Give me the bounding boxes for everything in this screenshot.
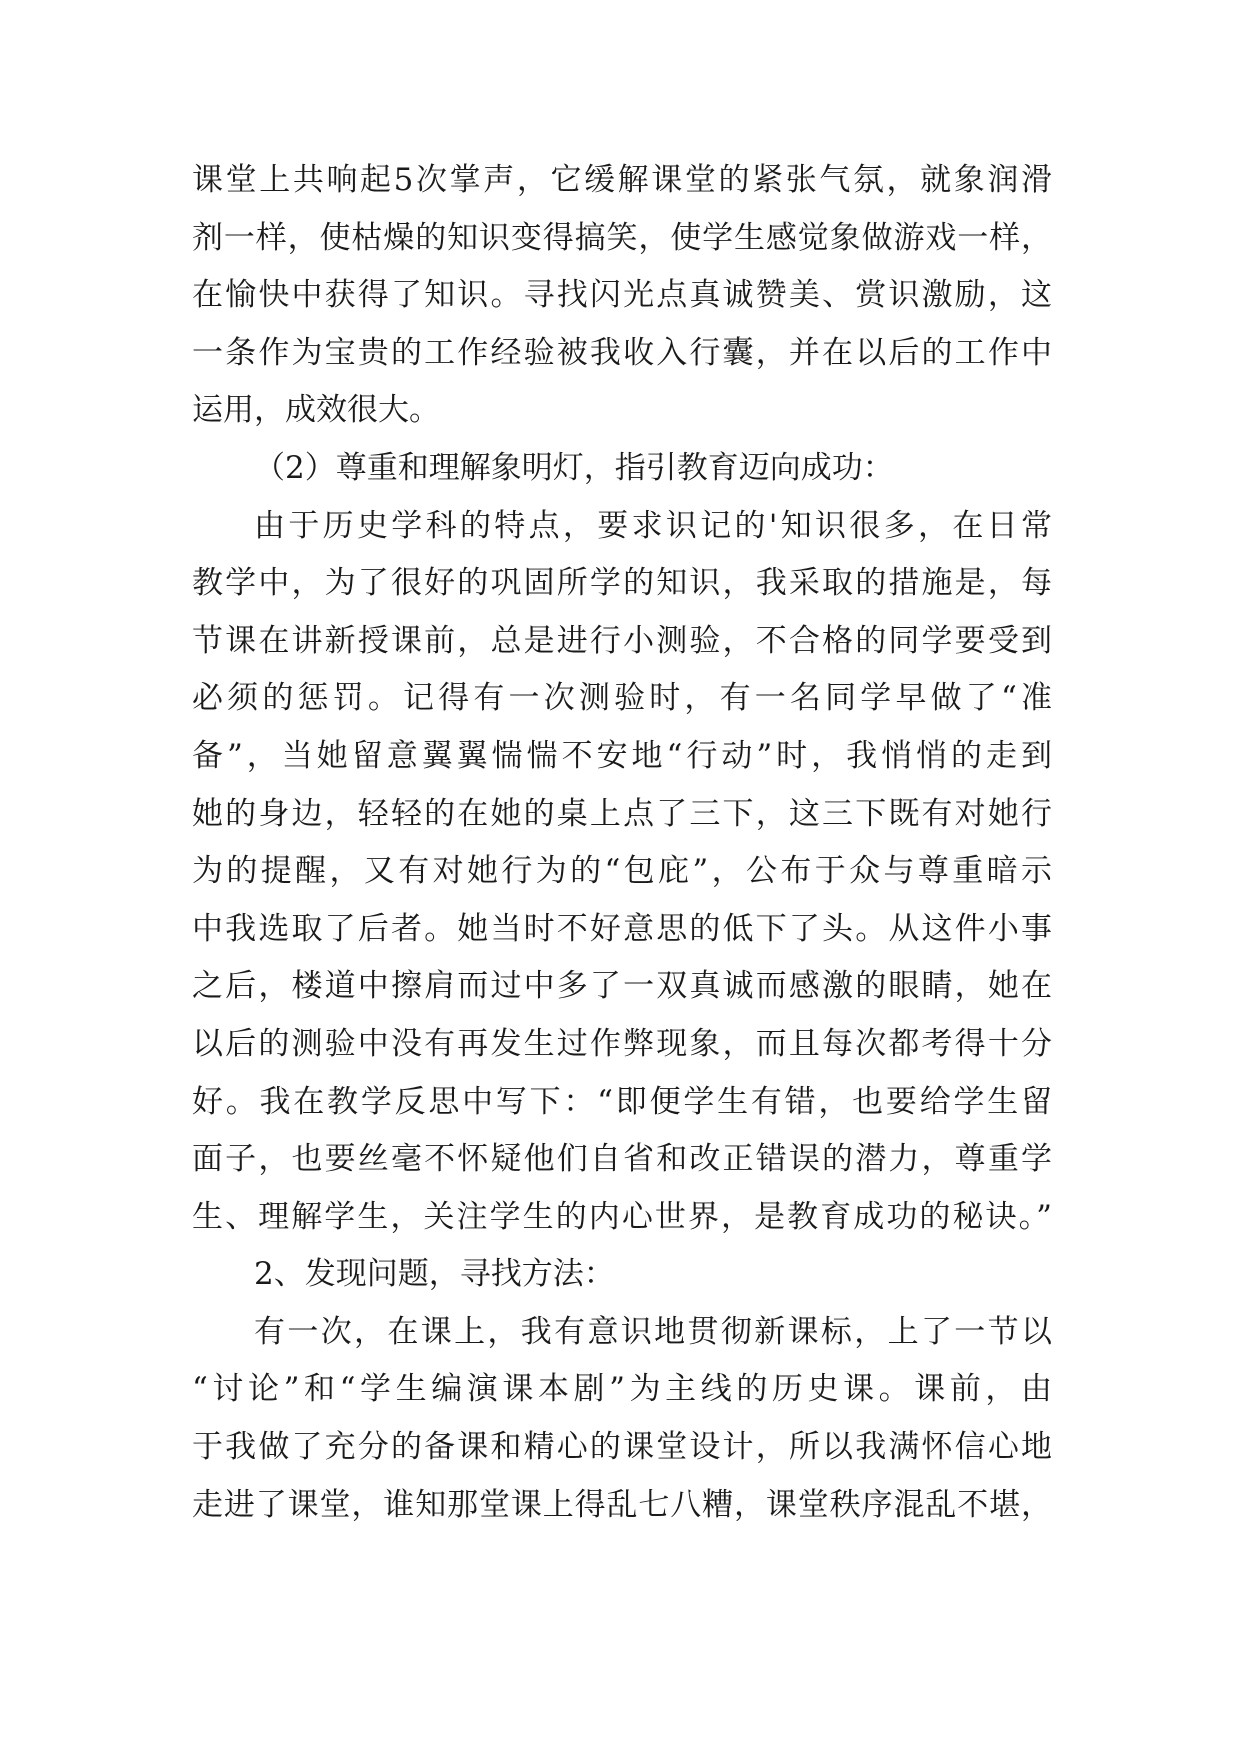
text-line: 剂一样，使枯燥的知识变得搞笑，使学生感觉象做游戏一样， bbox=[192, 219, 1052, 256]
text-line: 运用，成效很大。 bbox=[192, 392, 440, 429]
text-line: 必须的惩罚。记得有一次测验时，有一名同学早做了“准 bbox=[192, 680, 1052, 717]
section-heading: （2）尊重和理解象明灯，指引教育迈向成功： bbox=[254, 449, 894, 486]
text-line: 备”，当她留意翼翼惴惴不安地“行动”时，我悄悄的走到 bbox=[192, 737, 1052, 774]
text-line: 于我做了充分的备课和精心的课堂设计，所以我满怀信心地 bbox=[192, 1429, 1052, 1466]
section-heading: 2、发现问题，寻找方法： bbox=[254, 1256, 615, 1293]
text-line: 课堂上共响起5次掌声，它缓解课堂的紧张气氛，就象润滑 bbox=[192, 162, 1052, 198]
text-line: 节课在讲新授课前，总是进行小测验，不合格的同学要受到 bbox=[192, 622, 1052, 659]
text-line: 走进了课堂，谁知那堂课上得乱七八糟，课堂秩序混乱不堪， bbox=[192, 1486, 1052, 1523]
text-line: 由于历史学科的特点，要求识记的'知识很多，在日常 bbox=[254, 507, 1052, 544]
text-line: 她的身边，轻轻的在她的桌上点了三下，这三下既有对她行 bbox=[192, 795, 1052, 832]
body-text bbox=[192, 152, 1052, 1534]
text-line: 教学中，为了很好的巩固所学的知识，我采取的措施是，每 bbox=[192, 565, 1052, 602]
text-line: 一条作为宝贵的工作经验被我收入行囊，并在以后的工作中 bbox=[192, 334, 1052, 371]
text-line: 之后，楼道中擦肩而过中多了一双真诚而感激的眼睛，她在 bbox=[192, 968, 1052, 1005]
text-line: “讨论”和“学生编演课本剧”为主线的历史课。课前，由 bbox=[192, 1371, 1052, 1408]
text-line: 面子，也要丝毫不怀疑他们自省和改正错误的潜力，尊重学 bbox=[192, 1141, 1052, 1178]
text-line: 生、理解学生，关注学生的内心世界，是教育成功的秘诀。” bbox=[192, 1198, 1052, 1235]
text-line: 为的提醒，又有对她行为的“包庇”，公布于众与尊重暗示 bbox=[192, 853, 1052, 890]
text-line: 好。我在教学反思中写下：“即便学生有错，也要给学生留 bbox=[192, 1083, 1052, 1120]
text-line: 以后的测验中没有再发生过作弊现象，而且每次都考得十分 bbox=[192, 1025, 1052, 1062]
text-line: 在愉快中获得了知识。寻找闪光点真诚赞美、赏识激励，这 bbox=[192, 277, 1052, 314]
text-line: 有一次，在课上，我有意识地贯彻新课标，上了一节以 bbox=[254, 1313, 1052, 1350]
text-line: 中我选取了后者。她当时不好意思的低下了头。从这件小事 bbox=[192, 910, 1052, 947]
